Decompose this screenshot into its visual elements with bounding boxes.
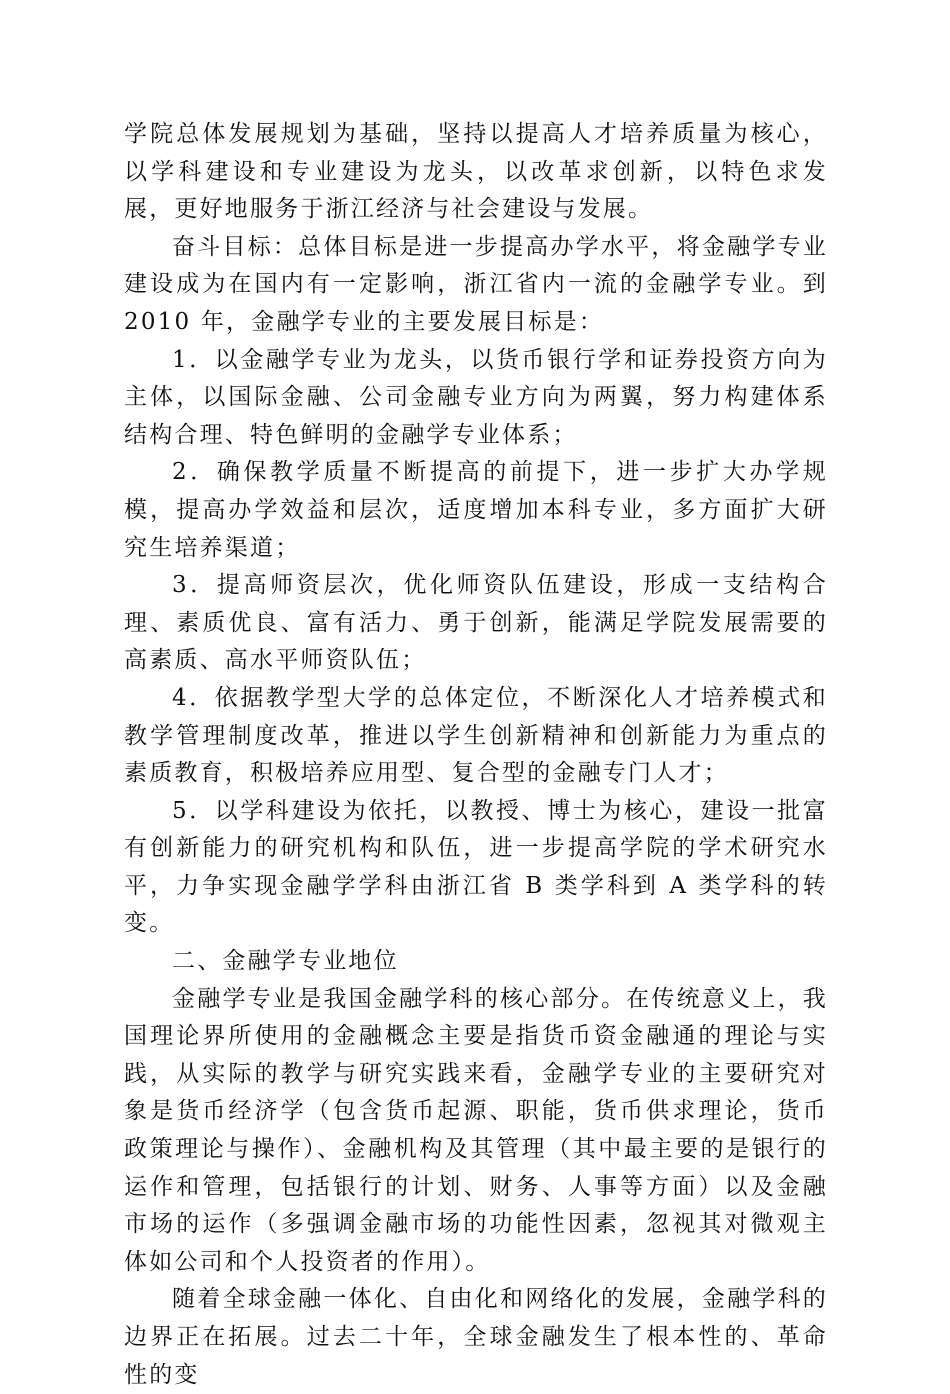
goal-item-4: 4．依据教学型大学的总体定位，不断深化人才培养模式和教学管理制度改革，推进以学生创新精神和创新能力为重点的素质教育，积极培养应用型、复合型的金融专门人才； — [124, 684, 828, 787]
document-body — [124, 116, 828, 1394]
paragraph-goals-intro: 奋斗目标：总体目标是进一步提高办学水平，将金融学专业建设成为在国内有一定影响，浙江省内一流的金融学专业。到 2010 年，金融学专业的主要发展目标是： — [124, 233, 828, 335]
paragraph-discipline-position: 金融学专业是我国金融学科的核心部分。在传统意义上，我国理论界所使用的金融概念主要是指货币资金融通的理论与实践，从实际的教学与研究实践来看，金融学专业的主要研究对象是货币经济学（包含货币起源、职能，货币供求理论，货币政策理论与操作）、金融机构及其管理（其中最主要的是银行的运作和管理，包括银行的计划、财务、人事等方面）以及金融市场的运作（多强调金融市场的功能性因素，忽视其对微观主体如公司和个人投资者的作用）。 — [124, 985, 828, 1275]
section-heading: 二、金融学专业地位 — [172, 948, 399, 975]
goal-item-3: 3．提高师资层次，优化师资队伍建设，形成一支结构合理、素质优良、富有活力、勇于创新，能满足学院发展需要的高素质、高水平师资队伍； — [124, 572, 828, 674]
paragraph-globalization: 随着全球金融一体化、自由化和网络化的发展，金融学科的边界正在拓展。过去二十年，全球金融发生了根本性的、革命性的变 — [124, 1286, 828, 1388]
paragraph-continuation: 学院总体发展规划为基础，坚持以提高人才培养质量为核心，以学科建设和专业建设为龙头，以改革求创新，以特色求发展，更好地服务于浙江经济与社会建设与发展。 — [124, 121, 828, 223]
goal-item-2: 2．确保教学质量不断提高的前提下，进一步扩大办学规模，提高办学效益和层次，适度增加本科专业，多方面扩大研究生培养渠道； — [124, 459, 828, 561]
goal-item-1: 1．以金融学专业为龙头，以货币银行学和证券投资方向为主体，以国际金融、公司金融专业方向为两翼，努力构建体系结构合理、特色鲜明的金融学专业体系； — [124, 346, 828, 448]
goal-item-5: 5．以学科建设为依托，以教授、博士为核心，建设一批富有创新能力的研究机构和队伍，进一步提高学院的学术研究水平，力争实现金融学学科由浙江省 B 类学科到 A 类学科的转变。 — [124, 797, 828, 937]
